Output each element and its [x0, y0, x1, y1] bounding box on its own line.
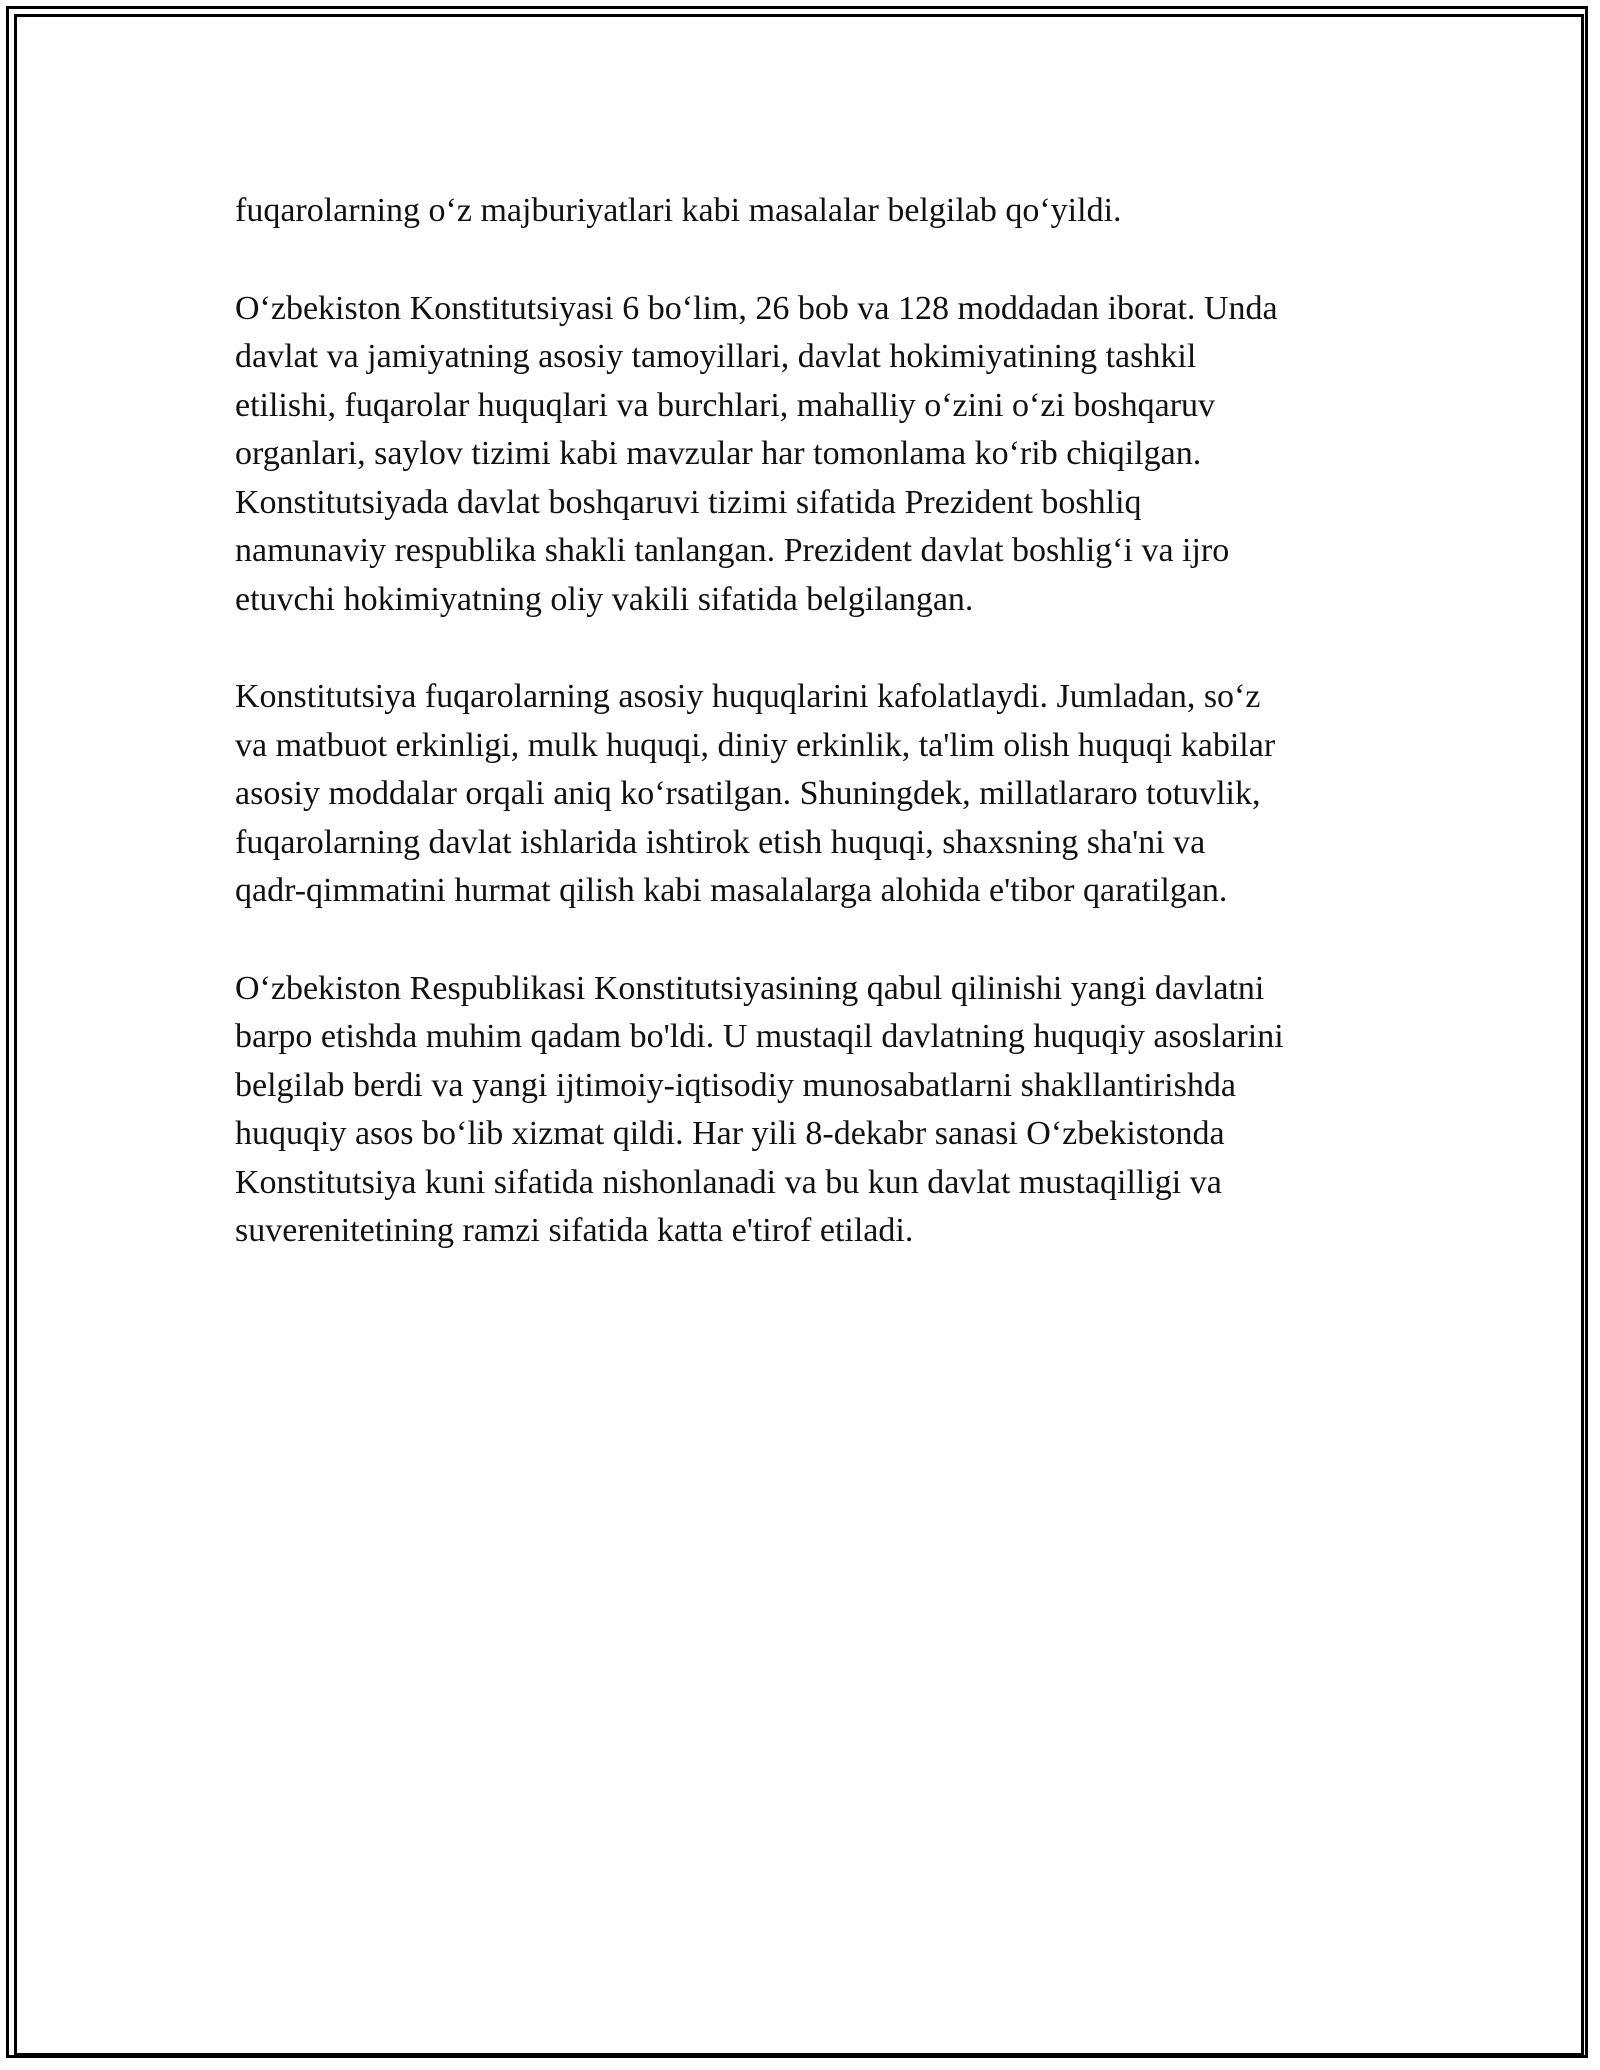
text-line: fuqarolarning davlat ishlarida ishtirok etish huquqi, shaxsning sha'ni va [235, 823, 1206, 861]
text-line: huquqiy asos bo‘lib xizmat qildi. Har yili 8-dekabr sanasi O‘zbekistonda [235, 1115, 1225, 1152]
text-line: O‘zbekiston Respublikasi Konstitutsiyasining qabul qilinishi yangi davlatni [235, 969, 1265, 1007]
paragraph-4 [235, 965, 1385, 1256]
text-line: Konstitutsiya kuni sifatida nishonlanadi va bu kun davlat mustaqilligi va [235, 1163, 1222, 1201]
text-line: davlat va jamiyatning asosiy tamoyillari, davlat hokimiyatining tashkil [235, 338, 1197, 375]
text-line: suverenitetining ramzi sifatida katta e'tirof etiladi. [235, 1212, 914, 1249]
text-line: O‘zbekiston Konstitutsiyasi 6 bo‘lim, 26 bob va 128 moddadan iborat. Unda [235, 289, 1278, 327]
paragraph-1 [235, 187, 1385, 236]
text-line: etuvchi hokimiyatning oliy vakili sifatida belgilangan. [235, 580, 974, 618]
text-line: Konstitutsiyada davlat boshqaruvi tizimi sifatida Prezident boshliq [235, 483, 1142, 521]
text-line: Konstitutsiya fuqarolarning asosiy huquqlarini kafolatlaydi. Jumladan, so‘z [235, 678, 1261, 715]
paragraph-3 [235, 673, 1385, 916]
text-line: organlari, saylov tizimi kabi mavzular har tomonlama ko‘rib chiqilgan. [235, 435, 1202, 472]
text-line: asosiy moddalar orqali aniq ko‘rsatilgan. Shuningdek, millatlararo totuvlik, [235, 775, 1261, 812]
text-line: belgilab berdi va yangi ijtimoiy-iqtisodiy munosabatlarni shakllantirishda [235, 1066, 1236, 1104]
document-body [235, 187, 1385, 1305]
text-line: fuqarolarning o‘z majburiyatlari kabi masalalar belgilab qo‘yildi. [235, 192, 1122, 229]
text-line: va matbuot erkinligi, mulk huquqi, diniy erkinlik, ta'lim olish huquqi kabilar [235, 726, 1276, 764]
text-line: etilishi, fuqarolar huquqlari va burchlari, mahalliy o‘zini o‘zi boshqaruv [235, 386, 1216, 424]
text-line: barpo etishda muhim qadam bo'ldi. U mustaqil davlatning huquqiy asoslarini [235, 1018, 1284, 1055]
text-line: qadr-qimmatini hurmat qilish kabi masalalarga alohida e'tibor qaratilgan. [235, 872, 1228, 909]
paragraph-2 [235, 285, 1385, 625]
text-line: namunaviy respublika shakli tanlangan. Prezident davlat boshlig‘i va ijro [235, 532, 1230, 569]
